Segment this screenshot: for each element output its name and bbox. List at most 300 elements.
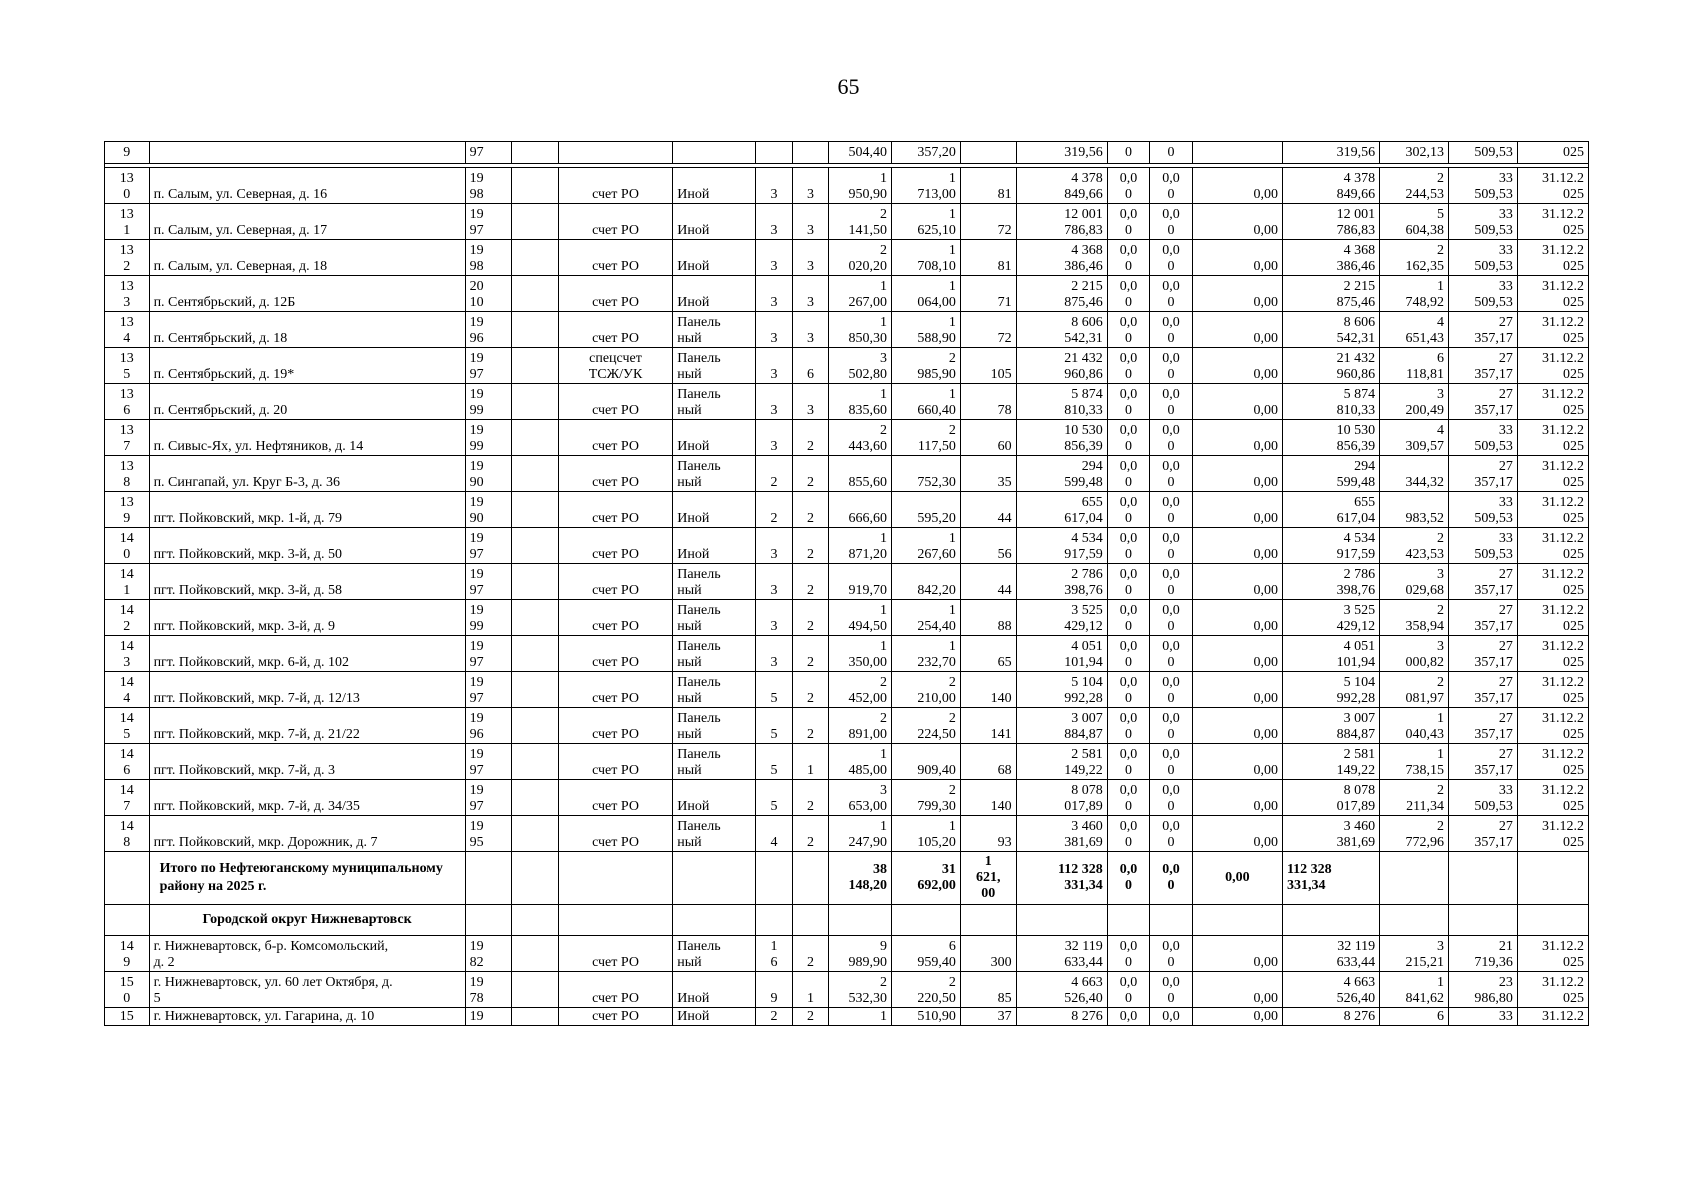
unit-cost-cell: 302,13 (1380, 142, 1449, 164)
limit-cost-cell: 27 357,17 (1449, 816, 1518, 852)
entrances-cell: 3 (792, 276, 828, 312)
account-cell: счет РО (558, 744, 672, 780)
empty-cell (512, 972, 559, 1008)
material-cell: Панель ный (673, 936, 756, 972)
residents-cell: 35 (960, 456, 1016, 492)
table-row (105, 204, 1589, 240)
residents-cell: 72 (960, 312, 1016, 348)
empty-cell (1517, 905, 1588, 936)
deadline-cell: 31.12.2 (1517, 1008, 1588, 1026)
empty-cell (512, 780, 559, 816)
floors-cell: 2 (756, 1008, 792, 1026)
address-cell (149, 142, 465, 164)
address-cell: п. Сентябрьский, д. 12Б (149, 276, 465, 312)
account-cell: счет РО (558, 420, 672, 456)
deadline-cell: 31.12.2 025 (1517, 936, 1588, 972)
deadline-cell: 31.12.2 025 (1517, 636, 1588, 672)
budget-cell: 0,00 (1192, 816, 1282, 852)
fund-cell: 0,0 0 (1150, 348, 1193, 384)
fund-cell: 0,0 0 (1150, 528, 1193, 564)
unit-cost-cell: 344,32 (1380, 456, 1449, 492)
account-cell: спецсчет ТСЖ/УК (558, 348, 672, 384)
fund-cell: 0,0 0 (1107, 936, 1150, 972)
budget-cell: 0,00 (1192, 348, 1282, 384)
residents-cell: 140 (960, 672, 1016, 708)
row-number: 14 0 (105, 528, 150, 564)
section-title: Городской округ Нижневартовск (149, 905, 465, 936)
empty-cell (673, 905, 756, 936)
budget-cell: 0,00 (1192, 276, 1282, 312)
table-row (105, 168, 1589, 204)
cost-total-cell: 4 051 101,94 (1016, 636, 1107, 672)
fund-cell: 0,0 0 (1107, 312, 1150, 348)
budget-cell: 0,00 (1192, 492, 1282, 528)
table-row (105, 936, 1589, 972)
budget-cell: 0,00 (1192, 636, 1282, 672)
empty-cell (1449, 852, 1518, 905)
empty-cell (1282, 905, 1379, 936)
fund-cell: 0,0 0 (1107, 636, 1150, 672)
entrances-cell: 2 (792, 936, 828, 972)
deadline-cell: 31.12.2 025 (1517, 204, 1588, 240)
table-body (105, 142, 1589, 1026)
table-row (105, 240, 1589, 276)
owner-funds-cell: 3 525 429,12 (1282, 600, 1379, 636)
deadline-cell: 31.12.2 025 (1517, 456, 1588, 492)
cost-total-cell: 4 534 917,59 (1016, 528, 1107, 564)
unit-cost-cell: 3 200,49 (1380, 384, 1449, 420)
year-cell: 19 98 (465, 168, 512, 204)
address-cell: п. Салым, ул. Северная, д. 16 (149, 168, 465, 204)
empty-cell (465, 852, 512, 905)
empty-cell (829, 905, 892, 936)
empty-cell (105, 852, 150, 905)
residents-cell: 93 (960, 816, 1016, 852)
unit-cost-cell: 2 423,53 (1380, 528, 1449, 564)
cost-total-cell: 4 378 849,66 (1016, 168, 1107, 204)
fund-cell: 0,0 0 (1150, 744, 1193, 780)
material-cell: Панель ный (673, 456, 756, 492)
year-cell: 19 99 (465, 420, 512, 456)
area-total-cell: 2 452,00 (829, 672, 892, 708)
empty-cell (1517, 852, 1588, 905)
fund-cell: 0,0 0 (1107, 708, 1150, 744)
deadline-cell: 31.12.2 025 (1517, 240, 1588, 276)
floors-cell: 9 (756, 972, 792, 1008)
deadline-cell: 31.12.2 025 (1517, 528, 1588, 564)
fund-cell: 0,0 0 (1150, 672, 1193, 708)
limit-cost-cell: 27 357,17 (1449, 312, 1518, 348)
fund-cell: 0,0 (1150, 1008, 1193, 1026)
material-cell: Панель ный (673, 384, 756, 420)
empty-cell (1192, 905, 1282, 936)
area-total-cell: 666,60 (829, 492, 892, 528)
empty-cell (756, 905, 792, 936)
empty-cell (512, 744, 559, 780)
residents-cell: 65 (960, 636, 1016, 672)
residents-cell: 37 (960, 1008, 1016, 1026)
budget-cell: 0,00 (1192, 456, 1282, 492)
account-cell: счет РО (558, 456, 672, 492)
total-area-total: 38 148,20 (829, 852, 892, 905)
cost-total-cell: 5 874 810,33 (1016, 384, 1107, 420)
row-number: 14 7 (105, 780, 150, 816)
empty-cell (1380, 852, 1449, 905)
row-number: 14 9 (105, 936, 150, 972)
unit-cost-cell: 2 358,94 (1380, 600, 1449, 636)
deadline-cell: 31.12.2 025 (1517, 708, 1588, 744)
row-number: 15 0 (105, 972, 150, 1008)
unit-cost-cell: 6 118,81 (1380, 348, 1449, 384)
owner-funds-cell: 4 368 386,46 (1282, 240, 1379, 276)
budget-cell: 0,00 (1192, 420, 1282, 456)
account-cell: счет РО (558, 384, 672, 420)
address-cell: пгт. Пойковский, мкр. Дорожник, д. 7 (149, 816, 465, 852)
entrances-cell: 3 (792, 312, 828, 348)
fund-cell: 0,0 0 (1107, 204, 1150, 240)
total-row (105, 852, 1589, 905)
area-total-cell: 3 502,80 (829, 348, 892, 384)
floors-cell: 3 (756, 528, 792, 564)
entrances-cell: 6 (792, 348, 828, 384)
area-living-cell: 2 210,00 (892, 672, 961, 708)
account-cell: счет РО (558, 636, 672, 672)
floors-cell: 3 (756, 240, 792, 276)
material-cell: Иной (673, 528, 756, 564)
residents-cell: 300 (960, 936, 1016, 972)
year-cell: 19 99 (465, 384, 512, 420)
owner-funds-cell: 8 276 (1282, 1008, 1379, 1026)
material-cell: Иной (673, 1008, 756, 1026)
entrances-cell: 2 (792, 528, 828, 564)
limit-cost-cell: 27 357,17 (1449, 672, 1518, 708)
row-number: 13 8 (105, 456, 150, 492)
empty-cell (1016, 905, 1107, 936)
table-row (105, 672, 1589, 708)
empty-cell (512, 240, 559, 276)
row-number: 13 7 (105, 420, 150, 456)
address-cell: п. Сингапай, ул. Круг Б-3, д. 36 (149, 456, 465, 492)
owner-funds-cell: 21 432 960,86 (1282, 348, 1379, 384)
owner-funds-cell: 4 663 526,40 (1282, 972, 1379, 1008)
fund-cell: 0,0 0 (1150, 312, 1193, 348)
cost-total-cell: 2 215 875,46 (1016, 276, 1107, 312)
row-number: 14 6 (105, 744, 150, 780)
deadline-cell: 31.12.2 025 (1517, 744, 1588, 780)
year-cell: 19 96 (465, 708, 512, 744)
address-cell: г. Нижневартовск, ул. Гагарина, д. 10 (149, 1008, 465, 1026)
fund-cell: 0,0 0 (1150, 972, 1193, 1008)
area-total-cell: 1 485,00 (829, 744, 892, 780)
limit-cost-cell: 33 (1449, 1008, 1518, 1026)
address-cell: п. Сентябрьский, д. 18 (149, 312, 465, 348)
empty-cell (512, 348, 559, 384)
deadline-cell: 31.12.2 025 (1517, 600, 1588, 636)
budget-cell: 0,00 (1192, 312, 1282, 348)
entrances-cell: 2 (792, 708, 828, 744)
empty-cell (892, 905, 961, 936)
owner-funds-cell: 3 460 381,69 (1282, 816, 1379, 852)
area-living-cell: 1 064,00 (892, 276, 961, 312)
area-living-cell: 2 985,90 (892, 348, 961, 384)
material-cell: Иной (673, 780, 756, 816)
fund-cell: 0,0 0 (1107, 384, 1150, 420)
table-row (105, 142, 1589, 164)
empty-cell (756, 852, 792, 905)
year-cell: 20 10 (465, 276, 512, 312)
area-living-cell: 1 708,10 (892, 240, 961, 276)
material-cell: Панель ный (673, 672, 756, 708)
material-cell: Панель ный (673, 708, 756, 744)
fund-cell: 0,0 0 (1107, 816, 1150, 852)
owner-funds-cell: 5 874 810,33 (1282, 384, 1379, 420)
cost-total-cell: 2 581 149,22 (1016, 744, 1107, 780)
fund-cell: 0,0 0 (1150, 240, 1193, 276)
budget-cell: 0,00 (1192, 600, 1282, 636)
limit-cost-cell: 27 357,17 (1449, 348, 1518, 384)
year-cell: 19 90 (465, 492, 512, 528)
unit-cost-cell: 1 040,43 (1380, 708, 1449, 744)
owner-funds-cell: 5 104 992,28 (1282, 672, 1379, 708)
floors-cell: 3 (756, 420, 792, 456)
account-cell: счет РО (558, 492, 672, 528)
fund-cell: 0,0 0 (1150, 780, 1193, 816)
empty-cell (105, 905, 150, 936)
area-total-cell: 9 989,90 (829, 936, 892, 972)
budget-cell: 0,00 (1192, 936, 1282, 972)
owner-funds-cell: 8 606 542,31 (1282, 312, 1379, 348)
limit-cost-cell: 27 357,17 (1449, 600, 1518, 636)
deadline-cell: 31.12.2 025 (1517, 564, 1588, 600)
area-total-cell: 2 891,00 (829, 708, 892, 744)
account-cell: счет РО (558, 780, 672, 816)
address-cell: г. Нижневартовск, ул. 60 лет Октября, д. 5 (149, 972, 465, 1008)
cost-total-cell: 32 119 633,44 (1016, 936, 1107, 972)
account-cell: счет РО (558, 972, 672, 1008)
area-total-cell: 1 247,90 (829, 816, 892, 852)
empty-cell (512, 312, 559, 348)
residents-cell: 78 (960, 384, 1016, 420)
area-living-cell: 510,90 (892, 1008, 961, 1026)
row-number: 13 1 (105, 204, 150, 240)
row-number: 14 5 (105, 708, 150, 744)
account-cell: счет РО (558, 312, 672, 348)
area-total-cell: 2 532,30 (829, 972, 892, 1008)
floors-cell: 3 (756, 168, 792, 204)
empty-cell (512, 384, 559, 420)
empty-cell (512, 816, 559, 852)
total-label: Итого по Нефтеюганскому муниципальному району на 2025 г. (149, 852, 465, 905)
unit-cost-cell: 6 (1380, 1008, 1449, 1026)
empty-cell (512, 456, 559, 492)
empty-cell (512, 936, 559, 972)
total-area-living: 31 692,00 (892, 852, 961, 905)
floors-cell: 5 (756, 708, 792, 744)
material-cell: Иной (673, 240, 756, 276)
year-cell: 19 97 (465, 744, 512, 780)
fund-cell: 0,0 0 (1107, 972, 1150, 1008)
area-total-cell: 1 835,60 (829, 384, 892, 420)
account-cell: счет РО (558, 672, 672, 708)
residents-cell: 44 (960, 492, 1016, 528)
cost-total-cell: 21 432 960,86 (1016, 348, 1107, 384)
area-total-cell: 3 653,00 (829, 780, 892, 816)
year-cell: 19 95 (465, 816, 512, 852)
entrances-cell: 2 (792, 420, 828, 456)
area-living-cell: 1 625,10 (892, 204, 961, 240)
area-total-cell: 919,70 (829, 564, 892, 600)
floors-cell: 3 (756, 204, 792, 240)
capital-repair-table (104, 141, 1589, 1026)
residents-cell: 71 (960, 276, 1016, 312)
year-cell: 19 97 (465, 672, 512, 708)
total-fund: 0,0 0 (1150, 852, 1193, 905)
budget-cell: 0,00 (1192, 780, 1282, 816)
area-living-cell: 1 588,90 (892, 312, 961, 348)
account-cell: счет РО (558, 708, 672, 744)
account-cell: счет РО (558, 564, 672, 600)
limit-cost-cell: 27 357,17 (1449, 636, 1518, 672)
cost-total-cell: 655 617,04 (1016, 492, 1107, 528)
table-row (105, 528, 1589, 564)
entrances-cell: 2 (792, 600, 828, 636)
year-cell: 19 97 (465, 348, 512, 384)
area-living-cell: 357,20 (892, 142, 961, 164)
residents-cell: 72 (960, 204, 1016, 240)
fund-cell: 0,0 0 (1107, 528, 1150, 564)
year-cell: 19 90 (465, 456, 512, 492)
address-cell: пгт. Пойковский, мкр. 6-й, д. 102 (149, 636, 465, 672)
floors-cell: 3 (756, 564, 792, 600)
section-row (105, 905, 1589, 936)
limit-cost-cell: 27 357,17 (1449, 384, 1518, 420)
year-cell: 19 97 (465, 204, 512, 240)
material-cell: Панель ный (673, 600, 756, 636)
account-cell: счет РО (558, 204, 672, 240)
address-cell: п. Сентябрьский, д. 19* (149, 348, 465, 384)
total-cost: 112 328 331,34 (1016, 852, 1107, 905)
owner-funds-cell: 4 051 101,94 (1282, 636, 1379, 672)
page-number: 65 (837, 74, 860, 99)
budget-cell: 0,00 (1192, 240, 1282, 276)
floors-cell: 5 (756, 744, 792, 780)
area-total-cell: 1 871,20 (829, 528, 892, 564)
limit-cost-cell: 27 357,17 (1449, 708, 1518, 744)
row-number: 15 (105, 1008, 150, 1026)
area-living-cell: 2 220,50 (892, 972, 961, 1008)
area-living-cell: 1 660,40 (892, 384, 961, 420)
owner-funds-cell: 32 119 633,44 (1282, 936, 1379, 972)
table-row (105, 708, 1589, 744)
limit-cost-cell: 33 509,53 (1449, 528, 1518, 564)
table-row (105, 780, 1589, 816)
residents-cell: 81 (960, 240, 1016, 276)
cost-total-cell: 294 599,48 (1016, 456, 1107, 492)
limit-cost-cell: 23 986,80 (1449, 972, 1518, 1008)
budget-cell: 0,00 (1192, 972, 1282, 1008)
residents-cell: 60 (960, 420, 1016, 456)
empty-cell (512, 708, 559, 744)
empty-cell (1150, 905, 1193, 936)
row-number: 13 2 (105, 240, 150, 276)
limit-cost-cell: 21 719,36 (1449, 936, 1518, 972)
fund-cell: 0,0 0 (1150, 168, 1193, 204)
empty-cell (512, 168, 559, 204)
address-cell: п. Салым, ул. Северная, д. 17 (149, 204, 465, 240)
unit-cost-cell: 5 604,38 (1380, 204, 1449, 240)
address-cell: пгт. Пойковский, мкр. 3-й, д. 9 (149, 600, 465, 636)
fund-cell: 0,0 0 (1150, 456, 1193, 492)
fund-cell: 0,0 0 (1150, 492, 1193, 528)
entrances-cell: 2 (792, 780, 828, 816)
fund-cell: 0,0 0 (1107, 744, 1150, 780)
empty-cell (1380, 905, 1449, 936)
fund-cell: 0,0 0 (1150, 816, 1193, 852)
table-row (105, 816, 1589, 852)
fund-cell: 0,0 0 (1107, 240, 1150, 276)
total-budget: 0,00 (1192, 852, 1282, 905)
owner-funds-cell: 2 581 149,22 (1282, 744, 1379, 780)
budget-cell: 0,00 (1192, 564, 1282, 600)
year-cell: 19 82 (465, 936, 512, 972)
account-cell: счет РО (558, 528, 672, 564)
limit-cost-cell: 27 357,17 (1449, 744, 1518, 780)
deadline-cell: 31.12.2 025 (1517, 168, 1588, 204)
row-number: 13 9 (105, 492, 150, 528)
area-living-cell: 1 254,40 (892, 600, 961, 636)
cost-total-cell: 4 663 526,40 (1016, 972, 1107, 1008)
empty-cell (960, 905, 1016, 936)
floors-cell: 2 (756, 456, 792, 492)
residents-cell: 85 (960, 972, 1016, 1008)
material-cell: Панель ный (673, 312, 756, 348)
fund-cell: 0 (1107, 142, 1150, 164)
deadline-cell: 31.12.2 025 (1517, 276, 1588, 312)
unit-cost-cell: 3 215,21 (1380, 936, 1449, 972)
empty-cell (512, 852, 559, 905)
table-row (105, 636, 1589, 672)
limit-cost-cell: 33 509,53 (1449, 168, 1518, 204)
limit-cost-cell: 33 509,53 (1449, 780, 1518, 816)
fund-cell: 0,0 0 (1107, 564, 1150, 600)
address-cell: п. Салым, ул. Северная, д. 18 (149, 240, 465, 276)
owner-funds-cell: 655 617,04 (1282, 492, 1379, 528)
account-cell: счет РО (558, 276, 672, 312)
owner-funds-cell: 4 378 849,66 (1282, 168, 1379, 204)
address-cell: г. Нижневартовск, б-р. Комсомольский, д. 2 (149, 936, 465, 972)
empty-cell (512, 528, 559, 564)
account-cell: счет РО (558, 1008, 672, 1026)
limit-cost-cell: 27 357,17 (1449, 456, 1518, 492)
row-number: 13 4 (105, 312, 150, 348)
row-number: 9 (105, 142, 150, 164)
table-row (105, 456, 1589, 492)
deadline-cell: 31.12.2 025 (1517, 672, 1588, 708)
area-living-cell: 2 799,30 (892, 780, 961, 816)
area-total-cell: 2 141,50 (829, 204, 892, 240)
empty-cell (512, 905, 559, 936)
area-living-cell: 2 117,50 (892, 420, 961, 456)
fund-cell: 0,0 0 (1150, 276, 1193, 312)
empty-cell (512, 564, 559, 600)
account-cell: счет РО (558, 936, 672, 972)
deadline-cell: 31.12.2 025 (1517, 384, 1588, 420)
entrances-cell: 1 (792, 972, 828, 1008)
residents-cell: 141 (960, 708, 1016, 744)
budget-cell: 0,00 (1192, 528, 1282, 564)
year-cell: 19 (465, 1008, 512, 1026)
cost-total-cell: 2 786 398,76 (1016, 564, 1107, 600)
